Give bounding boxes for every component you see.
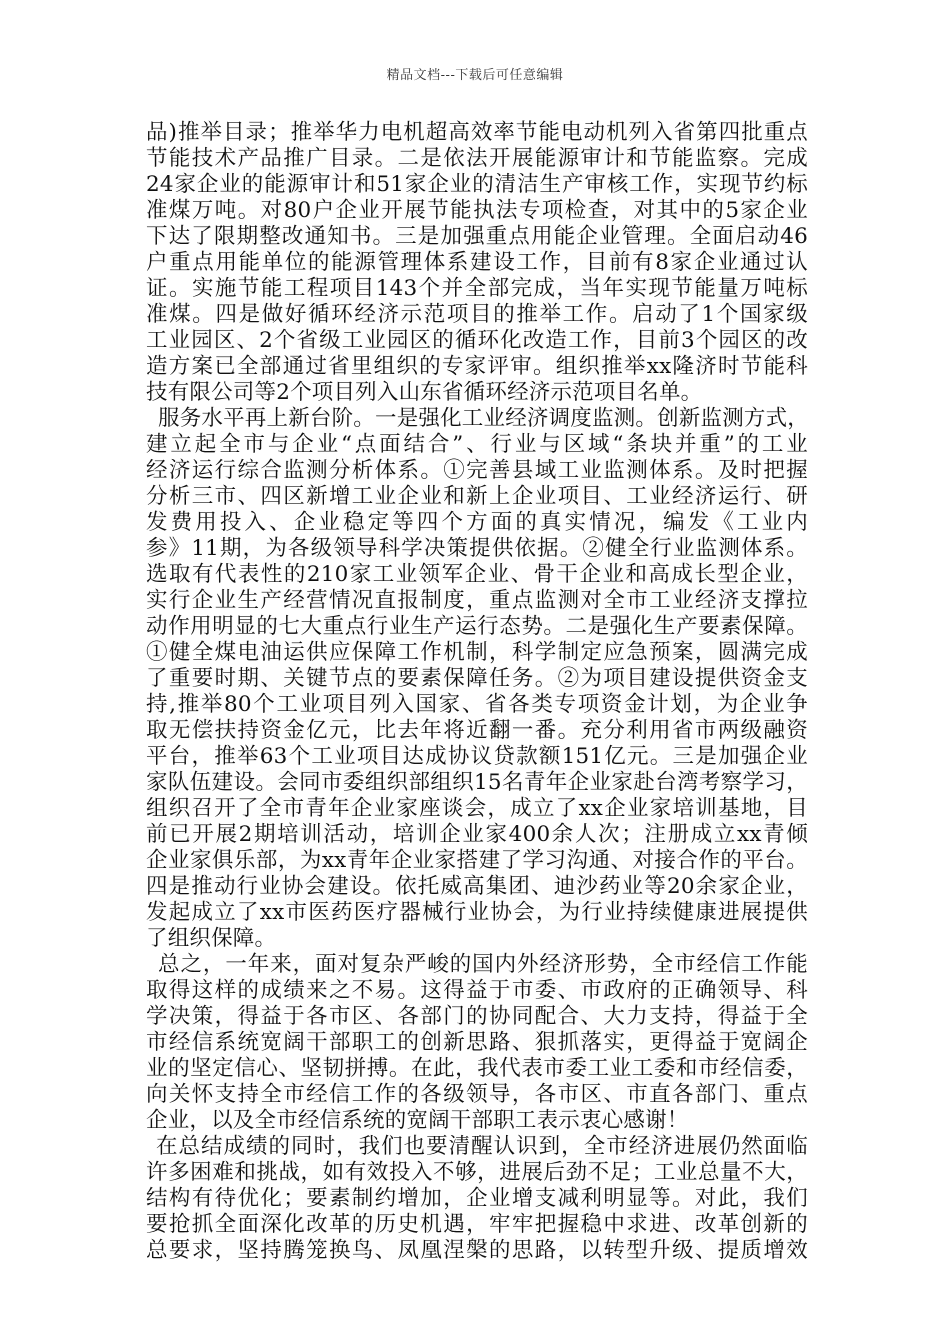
body-line: 平台，推举63个工业项目达成协议贷款额151亿元。三是加强企业 [146, 744, 808, 769]
body-line: 实行企业生产经营情况直报制度，重点监测对全市工业经济支撑拉 [146, 588, 808, 613]
body-line: 家队伍建设。会同市委组织部组织15名青年企业家赴台湾考察学习， [146, 770, 808, 795]
body-line: 证。实施节能工程项目143个并全部完成，当年实现节能量万吨标 [146, 276, 808, 301]
body-line: 结构有待优化；要素制约增加，企业增支减利明显等。对此，我们 [146, 1186, 808, 1211]
body-line: 了重要时期、关键节点的要素保障任务。②为项目建设提供资金支 [146, 666, 808, 691]
body-line: 造方案已全部通过省里组织的专家评审。组织推举xx隆济时节能科 [146, 354, 808, 379]
body-line: 总要求，坚持腾笼换鸟、凤凰涅槃的思路，以转型升级、提质增效 [146, 1238, 808, 1263]
body-line: 准煤。四是做好循环经济示范项目的推举工作。启动了1个国家级 [146, 302, 808, 327]
body-line: 分析三市、四区新增工业企业和新上企业项目、工业经济运行、研 [146, 484, 808, 509]
body-line: 发费用投入、企业稳定等四个方面的真实情况，编发《工业内 [146, 510, 808, 535]
body-line: 学决策，得益于各市区、各部门的协同配合、大力支持，得益于全 [146, 1004, 808, 1029]
paragraph-end-line: 技有限公司等2个项目列入山东省循环经济示范项目名单。 [146, 380, 703, 405]
body-line: 参》11期，为各级领导科学决策提供依据。②健全行业监测体系。 [146, 536, 808, 561]
body-line: 品)推举目录；推举华力电机超高效率节能电动机列入省第四批重点 [146, 120, 808, 145]
paragraph-end-line: 了组织保障。 [146, 926, 277, 951]
body-line: 要抢抓全面深化改革的历史机遇，牢牢把握稳中求进、改革创新的 [146, 1212, 808, 1237]
body-line: 节能技术产品推广目录。二是依法开展能源审计和节能监察。完成 [146, 146, 808, 171]
body-line: 建立起全市与企业“点面结合”、行业与区域“条块并重”的工业 [146, 432, 808, 457]
body-line: 取无偿扶持资金亿元，比去年将近翻一番。充分利用省市两级融资 [146, 718, 808, 743]
document-body [146, 120, 808, 1264]
paragraph-start-line: 在总结成绩的同时，我们也要清醒认识到，全市经济进展仍然面临 [156, 1134, 808, 1159]
body-line: 业的坚定信心、坚韧拼搏。在此，我代表市委工业工委和市经信委， [146, 1056, 808, 1081]
body-line: 户重点用能单位的能源管理体系建设工作，目前有8家企业通过认 [146, 250, 808, 275]
body-line: 企业家俱乐部，为xx青年企业家搭建了学习沟通、对接合作的平台。 [146, 848, 808, 873]
paragraph-start-line: 总之，一年来，面对复杂严峻的国内外经济形势，全市经信工作能 [158, 952, 808, 977]
paragraph-start-line: 服务水平再上新台阶。一是强化工业经济调度监测。创新监测方式， [158, 406, 810, 431]
body-line: 下达了限期整改通知书。三是加强重点用能企业管理。全面启动46 [146, 224, 808, 249]
body-line: 选取有代表性的210家工业领军企业、骨干企业和高成长型企业， [146, 562, 808, 587]
body-line: 前已开展2期培训活动，培训企业家400余人次；注册成立xx青倾 [146, 822, 808, 847]
body-line: 准煤万吨。对80户企业开展节能执法专项检查，对其中的5家企业 [146, 198, 808, 223]
body-line: ①健全煤电油运供应保障工作机制，科学制定应急预案，圆满完成 [146, 640, 808, 665]
body-line: 动作用明显的七大重点行业生产运行态势。二是强化生产要素保障。 [146, 614, 808, 639]
body-line: 许多困难和挑战，如有效投入不够，进展后劲不足；工业总量不大， [146, 1160, 808, 1185]
body-line: 向关怀支持全市经信工作的各级领导，各市区、市直各部门、重点 [146, 1082, 808, 1107]
body-line: 工业园区、2个省级工业园区的循环化改造工作，目前3个园区的改 [146, 328, 808, 353]
paragraph-end-line: 企业，以及全市经信系统的宽阔干部职工表示衷心感谢！ [146, 1108, 689, 1133]
body-line: 发起成立了xx市医药医疗器械行业协会，为行业持续健康进展提供 [146, 900, 808, 925]
page-header: 精品文档---下载后可任意编辑 [386, 68, 564, 83]
body-line: 取得这样的成绩来之不易。这得益于市委、市政府的正确领导、科 [146, 978, 808, 1003]
body-line: 经济运行综合监测分析体系。①完善县域工业监测体系。及时把握 [146, 458, 808, 483]
body-line: 组织召开了全市青年企业家座谈会，成立了xx企业家培训基地，目 [146, 796, 808, 821]
body-line: 市经信系统宽阔干部职工的创新思路、狠抓落实，更得益于宽阔企 [146, 1030, 808, 1055]
body-line: 24家企业的能源审计和51家企业的清洁生产审核工作，实现节约标 [146, 172, 808, 197]
body-line: 持,推举80个工业项目列入国家、省各类专项资金计划，为企业争 [146, 692, 808, 717]
body-line: 四是推动行业协会建设。依托威高集团、迪沙药业等20余家企业， [146, 874, 808, 899]
